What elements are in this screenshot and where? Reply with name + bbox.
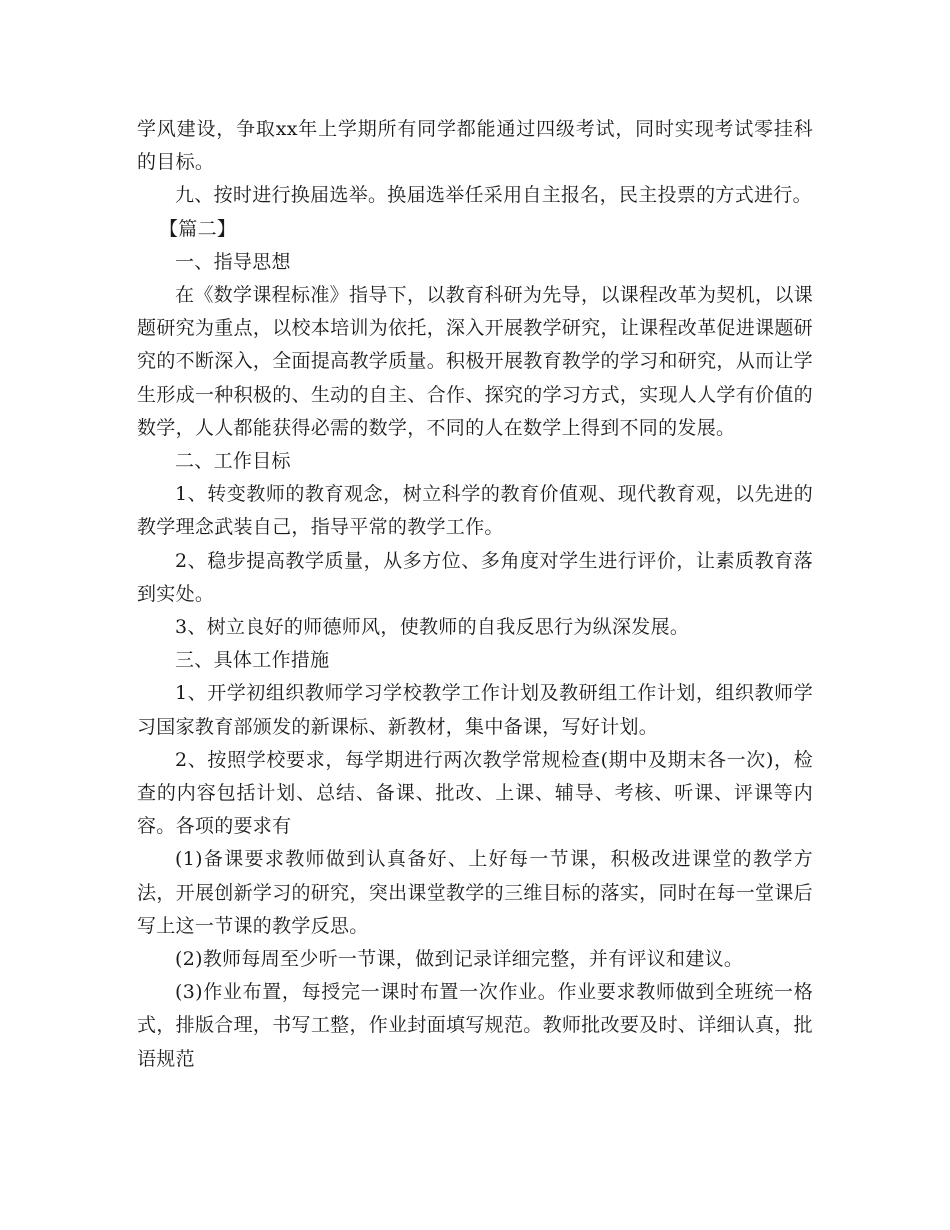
heading-work-goals: 二、工作目标 <box>175 450 291 473</box>
paragraph-requirement-1: (1)备课要求教师做到认真备好、上好每一节课，积极改进课堂的教学方法，开展创新学习的研究，突出课堂教学的三维目标的落实，同时在每一堂课后写上这一节课的教学反思。 <box>137 848 813 937</box>
paragraph-election: 九、按时进行换届选举。换届选举任采用自主报名，民主投票的方式进行。 <box>175 184 812 207</box>
paragraph-requirement-2: (2)教师每周至少听一节课，做到记录详细完整，并有评议和建议。 <box>175 948 744 971</box>
paragraph-goal-3: 3、树立良好的师德师风，使教师的自我反思行为纵深发展。 <box>175 616 690 639</box>
paragraph-goal-1: 1、转变教师的教育观念，树立科学的教育价值观、现代教育观，以先进的教学理念武装自己，指导平常的教学工作。 <box>137 483 813 539</box>
heading-specific-measures: 三、具体工作措施 <box>175 649 330 672</box>
paragraph-1: 学风建设，争取xx年上学期所有同学都能通过四级考试，同时实现考试零挂科的目标。 <box>137 118 813 174</box>
paragraph-measure-1: 1、开学初组织教师学习学校教学工作计划及教研组工作计划，组织教师学习国家教育部颁发的新课标、新教材，集中备课，写好计划。 <box>137 682 813 738</box>
paragraph-goal-2: 2、稳步提高教学质量，从多方位、多角度对学生进行评价，让素质教育落到实处。 <box>137 549 813 605</box>
paragraph-measure-2: 2、按照学校要求，每学期进行两次教学常规检查(期中及期末各一次)，检查的内容包括计划、总结、备课、批改、上课、辅导、考核、听课、评课等内容。各项的要求有 <box>137 748 813 838</box>
paragraph-guiding-ideology: 在《数学课程标准》指导下，以教育科研为先导，以课程改革为契机，以课题研究为重点，以校本培训为依托，深入开展教学研究，让课程改革促进课题研究的不断深入，全面提高教学质量。积极开展教育教学的学习和研究，从而让学生形成一种积极的、生动的自主、合作、探究的学习方式，实现人人学有价值的数学，人人都能获得必需的数学，不同的人在数学上得到不同的发展。 <box>137 284 813 439</box>
section-heading-part-two: 【篇二】 <box>159 217 237 240</box>
heading-guiding-ideology: 一、指导思想 <box>175 250 291 273</box>
paragraph-requirement-3: (3)作业布置，每授完一课时布置一次作业。作业要求教师做到全班统一格式，排版合理，书写工整，作业封面填写规范。教师批改要及时、详细认真，批语规范 <box>137 981 813 1070</box>
document-body <box>137 113 813 1076</box>
